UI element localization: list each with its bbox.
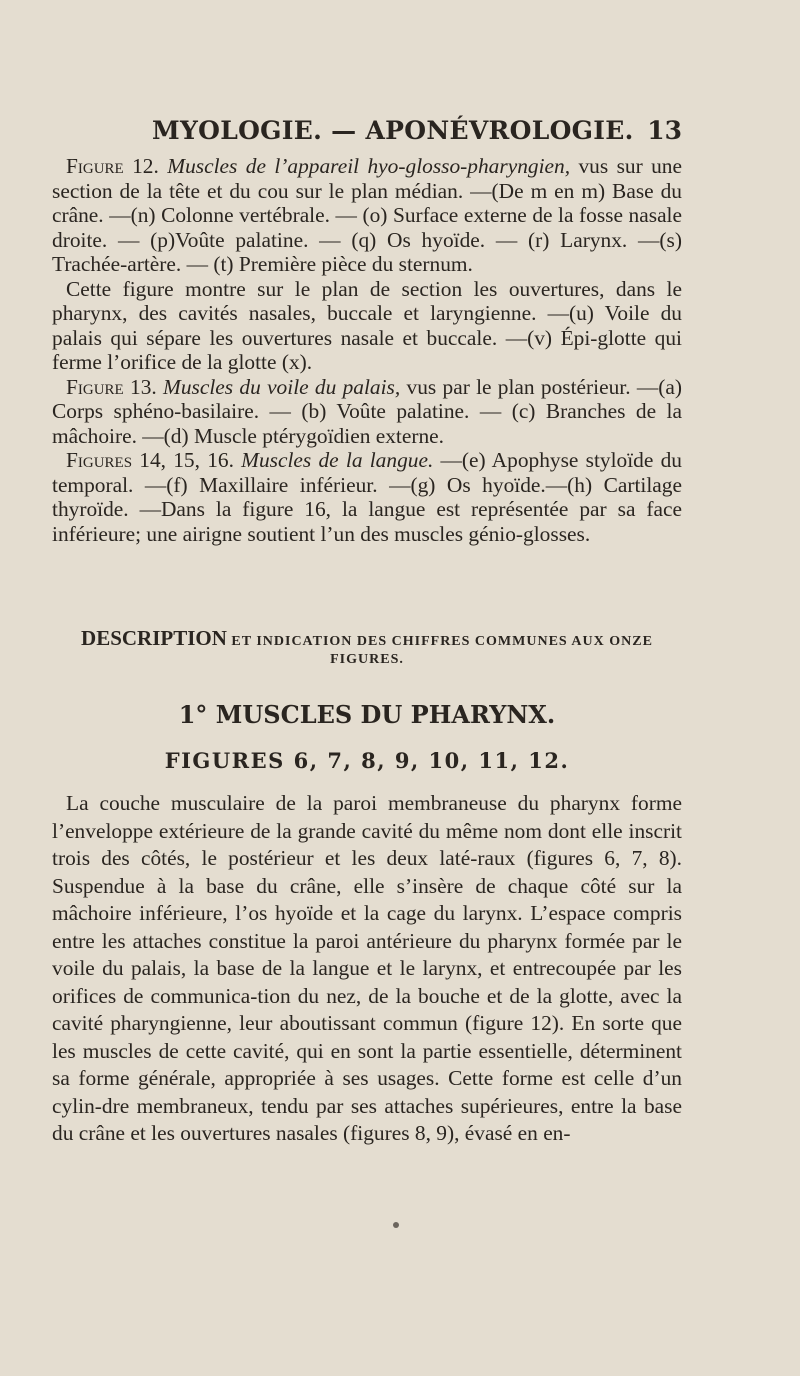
body-text [52, 790, 682, 1148]
figure-13-paragraph [52, 375, 682, 449]
description-lead: DESCRIPTION [81, 626, 227, 650]
figure-label: Figures 14, 15, 16. [66, 448, 234, 472]
body-paragraph: La couche musculaire de la paroi membraneuse du pharynx forme l’enveloppe extérieure de la grande cavité du même nom dont elle inscrit trois des côtés, le postérieur et les deux laté-raux (figures 6, 7, 8). Suspendue à la base du crâne, elle s’insère de chaque côté sur la mâchoire inférieure, l’os hyoïde et la cage du larynx. L’espace compris entre les attaches constitue la paroi antérieure du pharynx formée par le voile du palais, la base de la langue et le larynx, et entrecoupée par les orifices de communica-tion du nez, de la bouche et de la glotte, avec la cavité pharyngienne, leur aboutissant commun (figure 12). En sorte que les muscles de cette cavité, qui en sont la partie essentielle, déterminent sa forme générale, appropriée à ses usages. Cette forme est celle d’un cylin-dre membraneux, tendu par ses attaches supérieures, entre la base du crâne et les ouvertures nasales (figures 8, 9), évasé en en- [52, 791, 682, 1145]
figure-caption: Muscles de la langue. [241, 448, 434, 472]
ink-dot [393, 1222, 399, 1228]
page-number: 13 [647, 116, 682, 145]
subsection-title: FIGURES 6, 7, 8, 9, 10, 11, 12. [164, 748, 570, 773]
figure-text: —(e) Apophyse styloïde du temporal. —(f) Maxillaire inférieur. —(g) Os hyoïde.—(h) Cartilage thyroïde. —Dans la figure 16, la langue est représentée par sa face inférieure; une airigne soutient l’un des muscles génio-glosses. [52, 448, 682, 546]
description-heading-line2: FIGURES. [330, 652, 404, 667]
running-header [52, 116, 682, 150]
figure-captions [52, 154, 682, 546]
figure-label: Figure 13. [66, 374, 157, 399]
figure-text: vus sur une section de la tête et du cou sur le plan médian. —(De m en m) Base du crâne. —(n) Colonne vertébrale. — (o) Surface externe de la fosse nasale droite. — (p)Voûte palatine. — (q) Os hyoïde. — (r) Larynx. —(s) Trachée-artère. — (t) Première pièce du sternum. [52, 154, 682, 276]
figures-14-16-paragraph [52, 448, 682, 546]
figure-label: Figure 12. [66, 154, 159, 178]
header-title: MYOLOGIE. — APONÉVROLOGIE. [152, 116, 634, 145]
figure-12-note [52, 277, 682, 375]
description-heading [52, 626, 682, 651]
figure-text: vus par le plan postérieur. —(a) Corps sphéno-basilaire. — (b) Voûte palatine. — (c) Branches de la mâchoire. —(d) Muscle ptérygoïdien externe. [52, 374, 683, 448]
figure-text: Cette figure montre sur le plan de section les ouvertures, dans le pharynx, des cavités nasales, buccale et laryngienne. —(u) Voile du palais qui sépare les ouvertures nasale et buccale. —(v) Épi-glotte qui ferme l’orifice de la glotte (x). [52, 276, 682, 374]
figure-12-paragraph [52, 154, 682, 277]
section-title: 1° MUSCLES DU PHARYNX. [178, 700, 556, 729]
figure-caption: Muscles de l’appareil hyo-glosso-pharyngien, [167, 154, 571, 178]
description-rest: ET INDICATION DES CHIFFRES COMMUNES AUX ONZE [226, 634, 653, 649]
figure-caption: Muscles du voile du palais, [163, 374, 401, 399]
